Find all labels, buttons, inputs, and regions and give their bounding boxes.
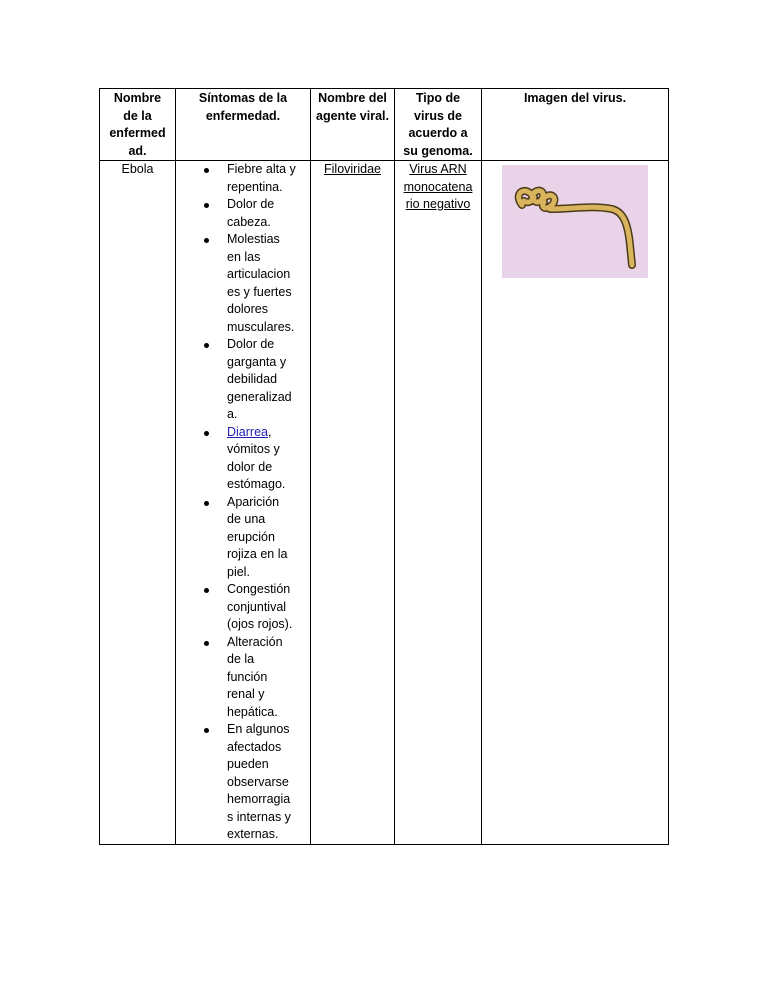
bullet-icon <box>204 588 209 593</box>
header-virus-type: Tipo de virus de acuerdo a su genoma. <box>395 89 482 161</box>
symptom-item <box>176 336 307 424</box>
bullet-icon <box>204 501 209 506</box>
symptom-line: función <box>227 669 268 684</box>
symptom-item <box>176 494 307 582</box>
symptom-line: de la <box>227 652 255 666</box>
symptom-line: Dolor de <box>227 337 275 351</box>
header-row <box>100 89 669 161</box>
symptoms-cell <box>176 161 311 845</box>
symptom-line: repentina. <box>227 179 283 194</box>
symptom-item <box>176 196 307 231</box>
symptom-line: vómitos y <box>227 442 280 456</box>
symptom-line: En algunos <box>227 722 290 736</box>
symptom-line: Dolor de <box>227 197 275 211</box>
symptom-line: garganta y <box>227 354 287 369</box>
symptom-line: dolores <box>227 302 268 316</box>
symptom-item <box>176 721 307 844</box>
symptom-line: erupción <box>227 529 275 544</box>
symptom-line: pueden <box>227 757 269 771</box>
symptom-line: musculares. <box>227 319 295 334</box>
symptom-line: Molestias <box>227 232 280 246</box>
header-disease-name: Nombre de la enfermed ad. <box>100 89 176 161</box>
symptom-line: rojiza en la <box>227 547 288 561</box>
bullet-icon <box>204 203 209 208</box>
header-virus-image: Imagen del virus. <box>482 89 669 161</box>
virus-table <box>99 88 669 845</box>
symptom-line: conjuntival <box>227 599 287 614</box>
symptom-line: en las <box>227 249 261 264</box>
viral-agent-cell <box>311 161 395 845</box>
symptom-item <box>176 634 307 722</box>
symptom-line: (ojos rojos). <box>227 617 293 631</box>
virus-type-cell: Virus ARN monocatena rio negativo <box>395 161 482 845</box>
bullet-icon <box>204 641 209 646</box>
symptom-item <box>176 161 307 196</box>
symptom-line: generalizad <box>227 389 292 404</box>
symptom-line: renal y <box>227 687 265 701</box>
symptom-item <box>176 581 307 634</box>
symptom-line: de una <box>227 512 266 526</box>
symptom-line: estómago. <box>227 477 286 491</box>
ebola-virus-image <box>502 165 648 278</box>
bullet-icon <box>204 728 209 733</box>
symptom-line: externas. <box>227 827 279 841</box>
symptom-line: hepática. <box>227 704 278 719</box>
symptom-line: es y fuertes <box>227 284 292 299</box>
symptom-list <box>176 161 310 844</box>
symptom-line: Alteración <box>227 634 283 649</box>
symptom-line: debilidad <box>227 372 278 386</box>
symptom-line: dolor de <box>227 459 273 474</box>
symptom-line: afectados <box>227 739 282 754</box>
bullet-icon <box>204 238 209 243</box>
virus-image-cell <box>482 161 669 845</box>
symptom-line: Fiebre alta y <box>227 162 296 176</box>
bullet-icon <box>204 343 209 348</box>
symptom-link-diarrea[interactable]: Diarrea <box>227 424 268 439</box>
symptom-line: a. <box>227 407 238 421</box>
symptom-line: s internas y <box>227 809 291 824</box>
symptom-line: cabeza. <box>227 214 271 229</box>
symptom-line: piel. <box>227 564 250 579</box>
header-symptoms: Síntomas de la enfermedad. <box>176 89 311 161</box>
symptom-item: Diarrea, vómitos y dolor de estómago. <box>176 424 307 494</box>
bullet-icon <box>204 431 209 436</box>
symptom-line: Congestión <box>227 582 291 596</box>
header-viral-agent: Nombre del agente viral. <box>311 89 395 161</box>
symptom-line: Aparición <box>227 494 280 509</box>
symptom-item <box>176 231 307 336</box>
disease-name-cell: Ebola <box>100 161 176 845</box>
symptom-line: articulacion <box>227 267 291 281</box>
bullet-icon <box>204 168 209 173</box>
symptom-line: observarse <box>227 774 289 789</box>
symptom-line: hemorragia <box>227 792 291 806</box>
table-row <box>100 161 669 845</box>
viral-agent-link[interactable]: Filoviridae <box>324 162 381 176</box>
